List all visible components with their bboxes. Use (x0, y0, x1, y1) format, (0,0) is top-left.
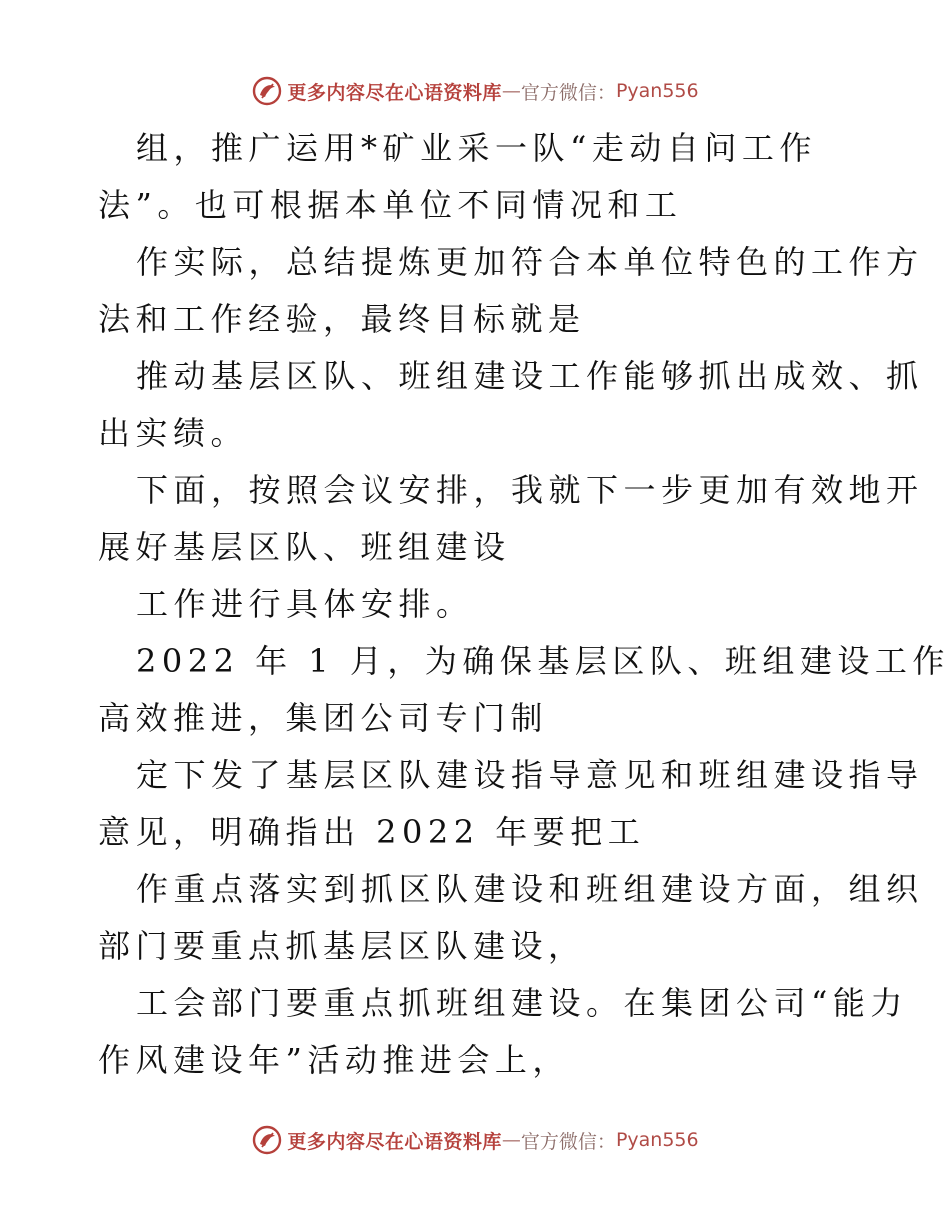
paragraph (98, 234, 924, 348)
watermark-label: 官方微信： (520, 1130, 616, 1153)
paragraph-first-line: 2022 年 1 月，为确保基层区队、班组建设工作 (136, 642, 950, 680)
watermark-account: Pyan556 (615, 80, 699, 102)
watermark-banner (251, 1124, 698, 1156)
paragraph-first-line: 推动基层区队、班组建设工作能够抓出成效、抓 (136, 357, 924, 395)
watermark-label: 官方微信： (520, 81, 616, 104)
watermark-brand: 更多内容尽在心语资料库 (287, 81, 502, 104)
paragraph-first-line: 工会部门要重点抓班组建设。在集团公司“能力 (136, 984, 908, 1022)
paragraph-continuation-line: 意见，明确指出 2022 年要把工 (98, 813, 646, 851)
paragraph-continuation-line: 出实绩。 (98, 414, 249, 452)
paragraph (98, 747, 924, 861)
brand-logo-icon (251, 75, 283, 107)
watermark-account: Pyan556 (615, 1129, 699, 1151)
watermark-separator: — (501, 1129, 521, 1151)
paragraph-first-line: 工作进行具体安排。 (136, 585, 474, 623)
paragraph-first-line: 下面，按照会议安排，我就下一步更加有效地开 (136, 471, 924, 509)
paragraph (98, 120, 858, 234)
paragraph-first-line: 作实际，总结提炼更加符合本单位特色的工作方 (136, 243, 924, 281)
paragraph (98, 861, 924, 975)
paragraph-first-line: 作重点落实到抓区队建设和班组建设方面，组织 (136, 870, 924, 908)
watermark-separator: — (501, 80, 521, 102)
paragraph-continuation-line: 展好基层区队、班组建设 (98, 528, 511, 566)
paragraph (98, 633, 950, 747)
paragraph-continuation-line: 部门要重点抓基层区队建设， (98, 927, 586, 965)
paragraph (98, 462, 924, 576)
watermark-banner (251, 75, 698, 107)
document-body (98, 120, 950, 1089)
brand-logo-icon (251, 1124, 283, 1156)
paragraph (98, 576, 858, 633)
paragraph-first-line: 定下发了基层区队建设指导意见和班组建设指导 (136, 756, 924, 794)
paragraph (98, 975, 908, 1089)
paragraph (98, 348, 924, 462)
paragraph-first-line: 组，推广运用*矿业采一队“走动自问工作 (136, 129, 817, 167)
paragraph-continuation-line: 高效推进，集团公司专门制 (98, 699, 549, 737)
paragraph-continuation-line: 法和工作经验，最终目标就是 (98, 300, 586, 338)
paragraph-continuation-line: 法”。也可根据本单位不同情况和工 (98, 186, 683, 224)
top-watermark (0, 71, 950, 111)
watermark-brand: 更多内容尽在心语资料库 (287, 1130, 502, 1153)
paragraph-continuation-line: 作风建设年”活动推进会上， (98, 1041, 570, 1079)
bottom-watermark (0, 1120, 950, 1160)
